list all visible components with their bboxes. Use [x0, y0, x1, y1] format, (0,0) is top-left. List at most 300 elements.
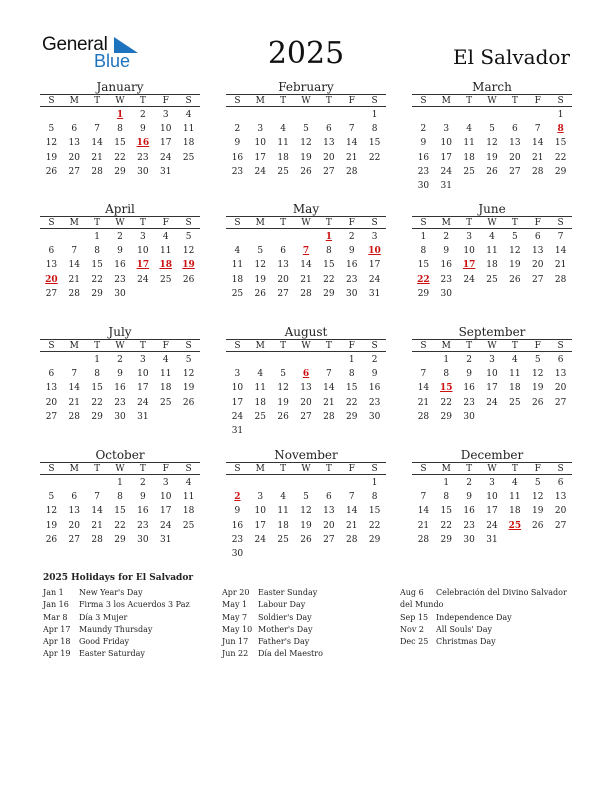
day-cell: 23 [231, 534, 244, 545]
day-cell: 29 [114, 166, 126, 177]
day-cell: 24 [440, 166, 452, 177]
empty-day-cell [63, 108, 86, 122]
day-cell: 9 [117, 246, 123, 257]
day-cell: 29 [323, 288, 335, 299]
day-cell: 4 [280, 124, 286, 135]
day-cell: 6 [71, 124, 78, 135]
holiday-day-cell: 18 [159, 260, 172, 271]
weekday-label: T [94, 217, 101, 228]
day-cell: 10 [463, 246, 475, 257]
day-cell: 6 [325, 124, 332, 135]
day-cell: 6 [557, 355, 564, 365]
day-cell: 9 [139, 124, 146, 135]
day-cell: 23 [368, 397, 381, 408]
day-cell: 6 [71, 492, 78, 503]
month-title: November [274, 448, 338, 462]
day-cell: 23 [114, 397, 126, 408]
weekday-label: S [185, 340, 192, 351]
day-cell: 22 [554, 152, 567, 163]
empty-day-cell [249, 353, 272, 367]
day-cell: 11 [463, 138, 475, 149]
empty-day-cell [40, 108, 63, 122]
day-cell: 12 [300, 506, 312, 517]
weekday-label: M [69, 463, 79, 474]
weekday-label: T [94, 340, 101, 351]
weekday-header [412, 216, 572, 229]
month-title: July [108, 325, 132, 339]
day-cell: 14 [554, 246, 567, 257]
day-cell: 27 [323, 166, 335, 177]
day-cell: 10 [254, 506, 266, 517]
holiday-entry [222, 624, 397, 636]
day-cell: 29 [417, 288, 430, 299]
day-cell: 27 [323, 534, 335, 545]
day-cell: 7 [71, 369, 78, 380]
month-title: December [460, 448, 524, 462]
day-cell: 1 [371, 478, 378, 488]
day-cell: 12 [45, 506, 58, 517]
month-title: September [458, 325, 526, 339]
day-cell: 7 [94, 124, 100, 135]
holiday-entry [400, 612, 575, 624]
empty-day-cell [40, 476, 63, 490]
empty-day-cell [272, 230, 295, 244]
month-may [226, 202, 386, 301]
day-cell: 22 [368, 152, 381, 163]
holiday-date: Mar 8 [43, 612, 68, 622]
weekday-label: T [325, 463, 332, 474]
month-december [412, 448, 572, 547]
day-grid [412, 230, 572, 301]
day-cell: 21 [68, 397, 80, 408]
month-september [412, 325, 572, 424]
day-cell: 23 [137, 152, 149, 163]
empty-day-cell [40, 353, 63, 367]
day-cell: 30 [231, 548, 244, 559]
day-cell: 3 [234, 369, 241, 380]
empty-day-cell [86, 476, 109, 490]
day-cell: 31 [440, 180, 452, 191]
day-cell: 1 [94, 355, 100, 365]
day-cell: 26 [300, 534, 312, 545]
day-cell: 7 [71, 246, 78, 257]
empty-day-cell [412, 108, 435, 122]
weekday-label: S [371, 217, 378, 228]
day-cell: 12 [254, 260, 266, 271]
day-grid [40, 108, 200, 179]
day-cell: 14 [300, 260, 312, 271]
weekday-label: T [511, 340, 518, 351]
day-cell: 5 [185, 232, 192, 242]
month-title: October [95, 448, 145, 462]
day-cell: 5 [280, 369, 286, 380]
day-cell: 19 [277, 397, 289, 408]
holiday-name: Mother's Day [258, 624, 313, 634]
weekday-header [226, 339, 386, 352]
day-cell: 21 [345, 152, 358, 163]
weekday-label: F [534, 95, 541, 106]
day-cell: 30 [345, 288, 358, 299]
holiday-name: All Souls' Day [436, 624, 492, 634]
day-cell: 26 [509, 274, 521, 285]
weekday-label: F [534, 463, 541, 474]
day-cell: 28 [91, 166, 103, 177]
day-cell: 7 [348, 124, 355, 135]
weekday-label: T [325, 217, 332, 228]
day-cell: 26 [277, 411, 289, 422]
weekday-label: S [234, 463, 241, 474]
weekday-label: S [557, 463, 564, 474]
day-cell: 17 [486, 506, 498, 517]
day-cell: 23 [440, 274, 452, 285]
holiday-name: Independence Day [436, 612, 512, 622]
day-cell: 11 [509, 492, 521, 503]
day-cell: 19 [486, 152, 498, 163]
day-cell: 4 [257, 369, 264, 380]
day-cell: 23 [231, 166, 244, 177]
day-cell: 10 [159, 124, 172, 135]
day-cell: 2 [234, 124, 241, 135]
day-cell: 7 [420, 492, 427, 503]
day-cell: 2 [420, 124, 427, 135]
day-cell: 9 [466, 492, 472, 503]
day-cell: 2 [117, 355, 123, 365]
day-cell: 6 [511, 124, 518, 135]
day-cell: 18 [159, 383, 172, 394]
day-cell: 10 [137, 246, 149, 257]
empty-day-cell [340, 476, 363, 490]
weekday-label: M [255, 463, 265, 474]
day-cell: 27 [509, 166, 521, 177]
day-cell: 30 [417, 180, 430, 191]
day-cell: 3 [139, 232, 146, 242]
day-cell: 15 [91, 260, 103, 271]
empty-day-cell [272, 476, 295, 490]
day-cell: 24 [159, 520, 172, 531]
day-cell: 28 [554, 274, 567, 285]
day-cell: 19 [300, 152, 312, 163]
empty-day-cell [40, 230, 63, 244]
day-cell: 13 [300, 383, 312, 394]
day-cell: 2 [443, 232, 450, 242]
day-cell: 9 [139, 492, 146, 503]
day-cell: 28 [345, 166, 358, 177]
day-cell: 22 [114, 152, 126, 163]
day-cell: 3 [489, 355, 495, 365]
day-cell: 13 [68, 506, 80, 517]
day-cell: 12 [277, 383, 289, 394]
day-cell: 14 [68, 383, 80, 394]
weekday-label: S [48, 95, 55, 106]
day-cell: 5 [303, 124, 309, 135]
day-cell: 25 [159, 397, 172, 408]
day-cell: 8 [420, 246, 427, 257]
holiday-date: Sep 15 [400, 612, 429, 622]
weekday-label: S [234, 95, 241, 106]
day-cell: 11 [277, 506, 289, 517]
holiday-name: Christmas Day [436, 637, 496, 647]
day-cell: 20 [323, 152, 335, 163]
day-cell: 29 [368, 534, 381, 545]
holiday-name: Celebración del Divino Salvador del Mundo [400, 588, 567, 610]
day-cell: 18 [509, 383, 521, 394]
day-cell: 30 [463, 534, 475, 545]
day-cell: 18 [486, 260, 498, 271]
day-cell: 31 [159, 166, 172, 177]
day-cell: 4 [511, 478, 518, 488]
day-cell: 9 [371, 369, 378, 380]
day-cell: 19 [182, 383, 195, 394]
weekday-label: W [301, 463, 311, 474]
holiday-name: Easter Sunday [258, 588, 318, 597]
weekday-label: M [255, 95, 265, 106]
weekday-label: S [557, 95, 564, 106]
weekday-label: S [185, 95, 192, 106]
day-cell: 16 [114, 260, 126, 271]
day-cell: 29 [345, 411, 358, 422]
holiday-day-cell: 22 [417, 274, 430, 285]
month-january [40, 80, 200, 179]
weekday-label: T [466, 463, 473, 474]
weekday-label: W [115, 463, 125, 474]
weekday-label: M [255, 217, 265, 228]
day-cell: 28 [345, 534, 358, 545]
day-cell: 1 [117, 478, 123, 488]
weekday-label: T [280, 217, 287, 228]
day-cell: 16 [137, 506, 149, 517]
day-cell: 7 [534, 124, 541, 135]
empty-day-cell [412, 353, 435, 367]
empty-day-cell [226, 108, 249, 122]
day-cell: 21 [345, 520, 358, 531]
day-cell: 8 [443, 492, 450, 503]
empty-day-cell [249, 108, 272, 122]
day-cell: 5 [511, 232, 518, 242]
weekday-label: M [69, 95, 79, 106]
day-cell: 10 [231, 383, 244, 394]
weekday-label: F [534, 217, 541, 228]
day-cell: 8 [371, 124, 378, 135]
day-cell: 12 [182, 369, 195, 380]
day-cell: 12 [45, 138, 58, 149]
day-cell: 10 [159, 492, 172, 503]
day-cell: 5 [48, 124, 55, 135]
day-cell: 17 [159, 138, 172, 149]
day-cell: 30 [137, 534, 149, 545]
day-cell: 13 [277, 260, 289, 271]
day-cell: 22 [91, 274, 103, 285]
day-cell: 16 [368, 383, 381, 394]
weekday-header [40, 339, 200, 352]
holiday-date: May 10 [222, 624, 253, 634]
day-cell: 12 [300, 138, 312, 149]
day-cell: 30 [114, 411, 126, 422]
day-grid [40, 353, 200, 424]
month-title: January [96, 80, 144, 94]
day-cell: 3 [443, 124, 450, 135]
day-cell: 25 [277, 534, 289, 545]
day-cell: 7 [348, 492, 355, 503]
day-cell: 19 [531, 506, 544, 517]
holiday-date: Apr 18 [43, 637, 71, 647]
holiday-entry [222, 636, 397, 648]
day-cell: 25 [182, 520, 195, 531]
day-cell: 4 [280, 492, 286, 503]
day-cell: 14 [417, 383, 430, 394]
holiday-date: May 1 [222, 600, 248, 610]
day-grid [40, 476, 200, 547]
day-cell: 14 [68, 260, 80, 271]
day-cell: 2 [466, 478, 472, 488]
day-cell: 15 [368, 506, 381, 517]
day-cell: 14 [345, 138, 358, 149]
weekday-label: S [420, 340, 427, 351]
day-cell: 20 [323, 520, 335, 531]
day-cell: 7 [94, 492, 100, 503]
day-grid [40, 230, 200, 301]
day-cell: 3 [489, 478, 495, 488]
holiday-date: Aug 6 [400, 588, 424, 597]
day-cell: 30 [368, 411, 381, 422]
weekday-label: M [255, 340, 265, 351]
day-cell: 25 [509, 397, 521, 408]
day-cell: 7 [420, 369, 427, 380]
weekday-label: S [185, 463, 192, 474]
month-april [40, 202, 200, 301]
holiday-day-cell: 19 [182, 260, 195, 271]
holiday-day-cell: 17 [136, 260, 150, 271]
holiday-day-cell: 1 [325, 232, 332, 242]
day-cell: 17 [368, 260, 381, 271]
day-cell: 30 [137, 166, 149, 177]
day-cell: 1 [557, 110, 564, 120]
day-cell: 24 [159, 152, 172, 163]
day-cell: 6 [325, 492, 332, 503]
holiday-date: Jan 1 [43, 588, 64, 597]
day-cell: 2 [371, 355, 378, 365]
day-cell: 18 [277, 152, 289, 163]
day-cell: 21 [91, 520, 103, 531]
holiday-list [43, 573, 573, 659]
day-cell: 16 [417, 152, 430, 163]
day-cell: 1 [348, 355, 355, 365]
day-cell: 24 [368, 274, 381, 285]
weekday-label: F [348, 340, 355, 351]
weekday-label: T [139, 463, 146, 474]
weekday-header [226, 462, 386, 475]
day-cell: 4 [466, 124, 472, 135]
day-cell: 23 [417, 166, 430, 177]
holiday-date: Apr 19 [43, 649, 71, 659]
day-cell: 20 [68, 152, 80, 163]
day-cell: 15 [323, 260, 335, 271]
day-cell: 4 [185, 478, 192, 488]
day-grid [412, 353, 572, 424]
day-cell: 20 [277, 274, 289, 285]
weekday-label: F [162, 463, 169, 474]
day-cell: 13 [509, 138, 521, 149]
weekday-label: W [487, 217, 497, 228]
empty-day-cell [226, 353, 249, 367]
day-cell: 19 [45, 520, 58, 531]
weekday-label: S [557, 340, 564, 351]
day-cell: 24 [486, 520, 498, 531]
day-cell: 26 [45, 166, 58, 177]
day-cell: 27 [531, 274, 544, 285]
empty-day-cell [458, 108, 481, 122]
day-cell: 9 [234, 138, 241, 149]
day-cell: 4 [511, 355, 518, 365]
month-july [40, 325, 200, 424]
weekday-label: S [371, 95, 378, 106]
empty-day-cell [226, 476, 249, 490]
weekday-label: F [348, 463, 355, 474]
day-cell: 28 [323, 411, 335, 422]
day-cell: 25 [254, 411, 266, 422]
day-cell: 31 [159, 534, 172, 545]
holiday-entry [43, 624, 218, 636]
day-cell: 21 [554, 260, 567, 271]
day-cell: 17 [137, 383, 149, 394]
day-cell: 15 [417, 260, 430, 271]
empty-day-cell [412, 476, 435, 490]
day-grid [226, 108, 386, 179]
weekday-label: T [280, 95, 287, 106]
empty-day-cell [317, 476, 340, 490]
holiday-name: Soldier's Day [258, 612, 312, 622]
holiday-name: Maundy Thursday [79, 624, 153, 634]
day-cell: 18 [509, 506, 521, 517]
empty-day-cell [481, 108, 504, 122]
day-cell: 1 [443, 478, 450, 488]
weekday-label: T [94, 95, 101, 106]
day-cell: 5 [489, 124, 495, 135]
day-cell: 19 [254, 274, 266, 285]
day-cell: 27 [277, 288, 289, 299]
day-cell: 8 [348, 369, 355, 380]
holiday-date: Jun 17 [222, 637, 249, 647]
day-grid [226, 353, 386, 438]
day-cell: 14 [417, 506, 430, 517]
weekday-header [412, 94, 572, 107]
holiday-day-cell: 15 [440, 383, 453, 394]
day-cell: 26 [45, 534, 58, 545]
day-cell: 13 [323, 506, 335, 517]
day-cell: 7 [325, 369, 332, 380]
day-cell: 14 [345, 506, 358, 517]
weekday-label: T [139, 217, 146, 228]
day-cell: 8 [443, 369, 450, 380]
day-cell: 21 [91, 152, 103, 163]
day-cell: 17 [486, 383, 498, 394]
holiday-entry [43, 612, 218, 624]
weekday-label: M [441, 95, 451, 106]
weekday-label: F [534, 340, 541, 351]
day-cell: 17 [159, 506, 172, 517]
weekday-label: T [466, 340, 473, 351]
holiday-day-cell: 16 [136, 138, 150, 149]
day-cell: 1 [371, 110, 378, 120]
empty-day-cell [295, 476, 318, 490]
holiday-list-title: 2025 Holidays for El Salvador [43, 573, 194, 583]
day-grid [226, 230, 386, 301]
weekday-label: T [325, 340, 332, 351]
day-cell: 28 [91, 534, 103, 545]
day-cell: 16 [231, 152, 244, 163]
empty-day-cell [317, 108, 340, 122]
day-cell: 18 [231, 274, 244, 285]
day-cell: 9 [234, 506, 241, 517]
